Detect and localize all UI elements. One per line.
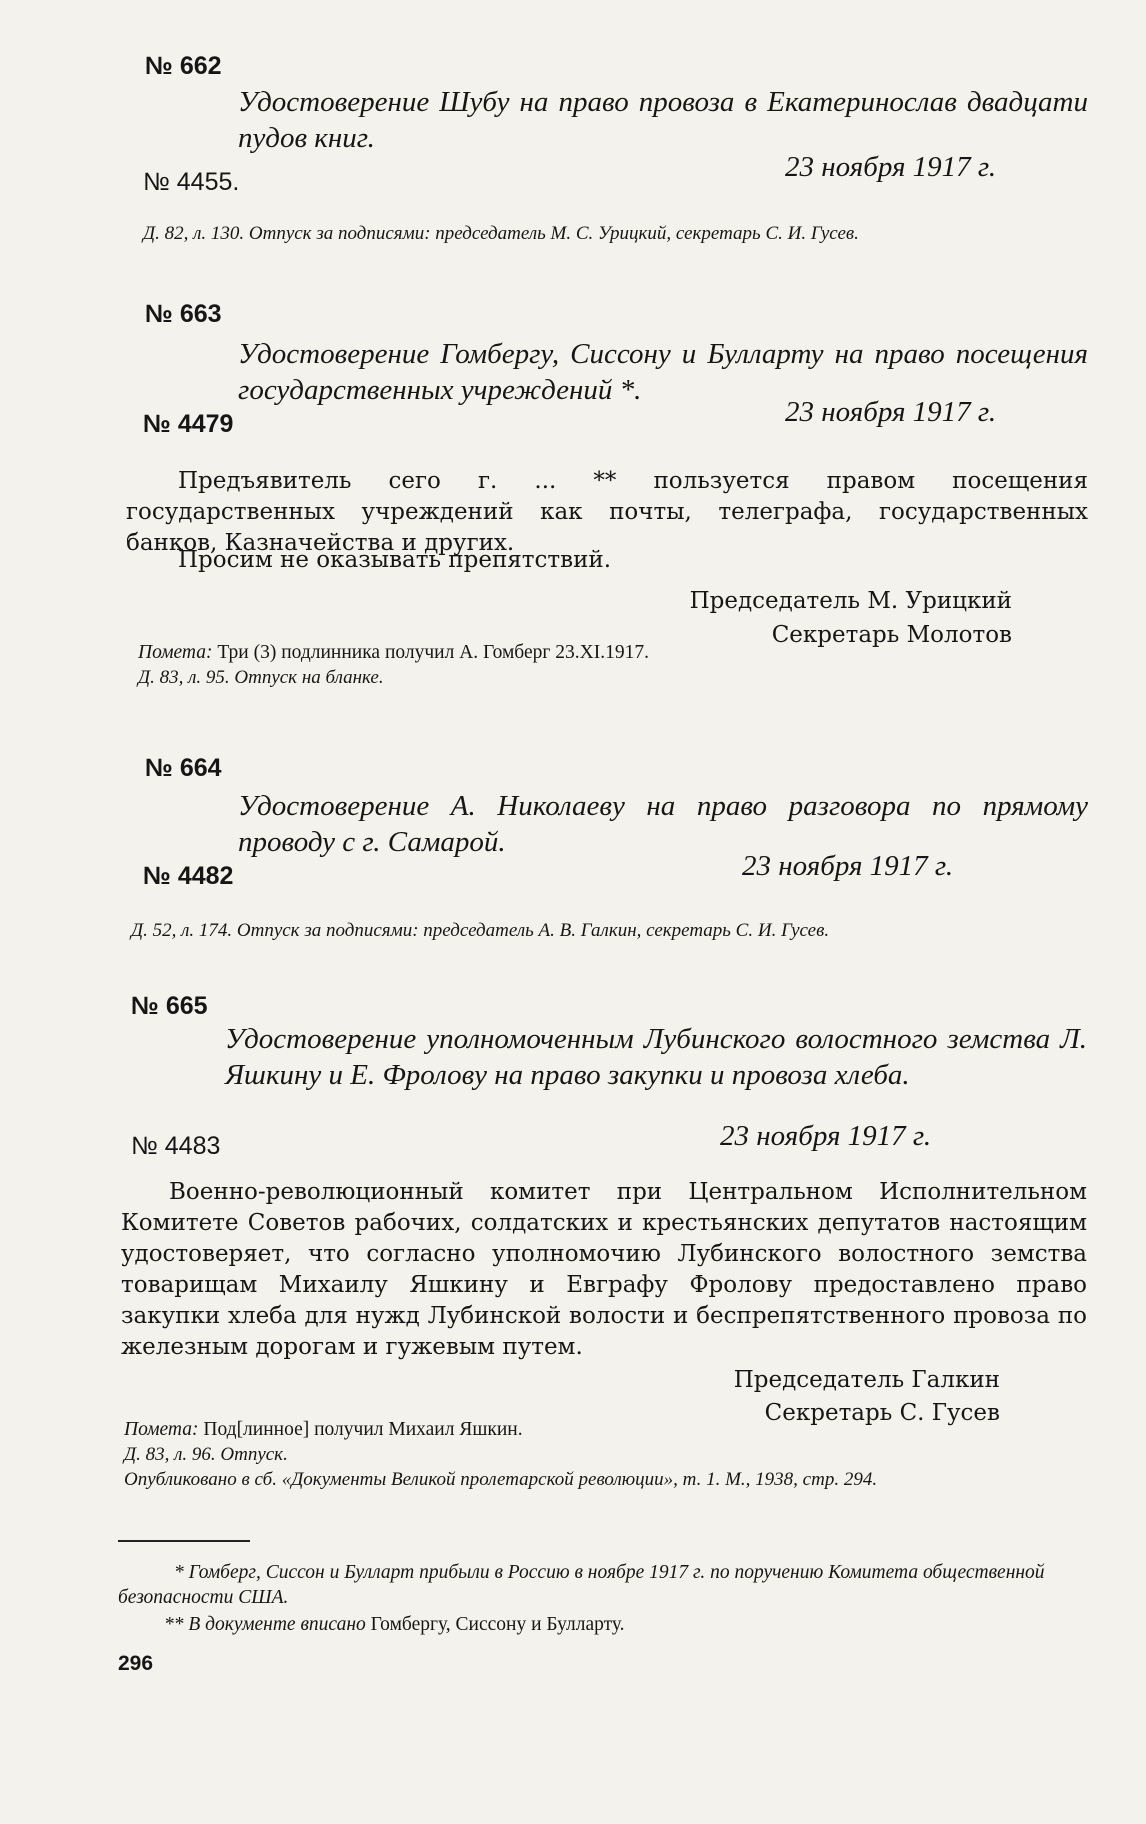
doc-663-note-text: Три (3) подлинника получил А. Гомберг 23.XI.1917. [217, 642, 649, 663]
page-number: 296 [118, 1652, 154, 1675]
footnote-1: * Гомберг, Сиссон и Булларт прибыли в Россию в ноябре 1917 г. по поручению Комитета общественной безопасности США. [118, 1562, 1045, 1608]
doc-663-note [138, 640, 1038, 665]
doc-665-signature-secretary: Секретарь С. Гусев [764, 1400, 1000, 1426]
doc-665-note-text: Под[линное] получил Михаил Яшкин. [203, 1419, 523, 1440]
footnote-2-text: Гомбергу, Сиссону и Булларту. [370, 1614, 625, 1635]
doc-662-date: 23 ноября 1917 г. [785, 151, 997, 183]
doc-665-date: 23 ноября 1917 г. [720, 1120, 932, 1152]
doc-663-signature-chairman: Председатель М. Урицкий [689, 588, 1012, 614]
doc-665-note-label: Помета: [124, 1419, 199, 1440]
doc-662-number: № 662 [145, 52, 222, 80]
doc-665-title: Удостоверение уполномоченным Лубинского волостного земства Л. Яшкину и Е. Фролову на право закупки и провоза хлеба. [225, 1023, 1087, 1091]
footnote-2-prefix: ** В документе вписано [164, 1614, 366, 1635]
doc-664-title: Удостоверение А. Николаеву на право разговора по прямому проводу с г. Самарой. [238, 790, 1088, 858]
footnote-divider [118, 1540, 250, 1542]
doc-663-note-label: Помета: [138, 642, 213, 663]
doc-662-reg-number: № 4455. [143, 168, 240, 196]
doc-663-number: № 663 [145, 300, 222, 328]
doc-663-signature-secretary: Секретарь Молотов [771, 622, 1012, 648]
doc-665-signature-chairman: Председатель Галкин [733, 1367, 1000, 1393]
doc-663-body-request: Просим не оказывать препятствий. [178, 547, 612, 573]
doc-664-date: 23 ноября 1917 г. [742, 850, 954, 882]
doc-665-body-paragraph: Военно-революционный комитет при Центральном Исполнительном Комитете Советов рабочих, солдатских и крестьянских депутатов настоящим удостоверяет, что согласно уполномочию Лубинского волостного земства товарищам Михаилу Яшкину и Евграфу Фролову предоставлено право закупки хлеба для нужд Лубинской волости и беспрепятственного провоза по железным дорогам и гужевым путем. [121, 1179, 1087, 1360]
doc-664-source: Д. 52, л. 174. Отпуск за подписями: председатель А. В. Галкин, секретарь С. И. Гусев. [131, 920, 830, 941]
doc-664-reg-number: № 4482 [143, 862, 234, 890]
doc-665-note [124, 1417, 1024, 1442]
doc-663-title: Удостоверение Гомбергу, Сиссону и Булларту на право посещения государственных учреждений *. [238, 338, 1088, 406]
footnote-2 [164, 1612, 1064, 1637]
doc-663-reg-number: № 4479 [143, 410, 234, 438]
doc-664-number: № 664 [145, 754, 222, 782]
doc-663-body-paragraph: Предъявитель сего г. ... ** пользуется правом посещения государственных учреждений как почты, телеграфа, государственных банков, Казначейства и других. [126, 468, 1088, 556]
doc-663-source: Д. 83, л. 95. Отпуск на бланке. [138, 667, 384, 688]
doc-665-number: № 665 [131, 992, 208, 1020]
doc-665-reg-number: № 4483 [131, 1132, 221, 1160]
doc-662-title: Удостоверение Шубу на право провоза в Екатеринослав двадцати пудов книг. [238, 86, 1088, 154]
doc-665-source: Д. 83, л. 96. Отпуск. [124, 1444, 288, 1465]
doc-663-date: 23 ноября 1917 г. [785, 396, 997, 428]
doc-662-source: Д. 82, л. 130. Отпуск за подписями: председатель М. С. Урицкий, секретарь С. И. Гусев. [143, 223, 859, 244]
doc-665-publication: Опубликовано в сб. «Документы Великой пролетарской революции», т. 1. М., 1938, стр. 294. [124, 1469, 878, 1490]
